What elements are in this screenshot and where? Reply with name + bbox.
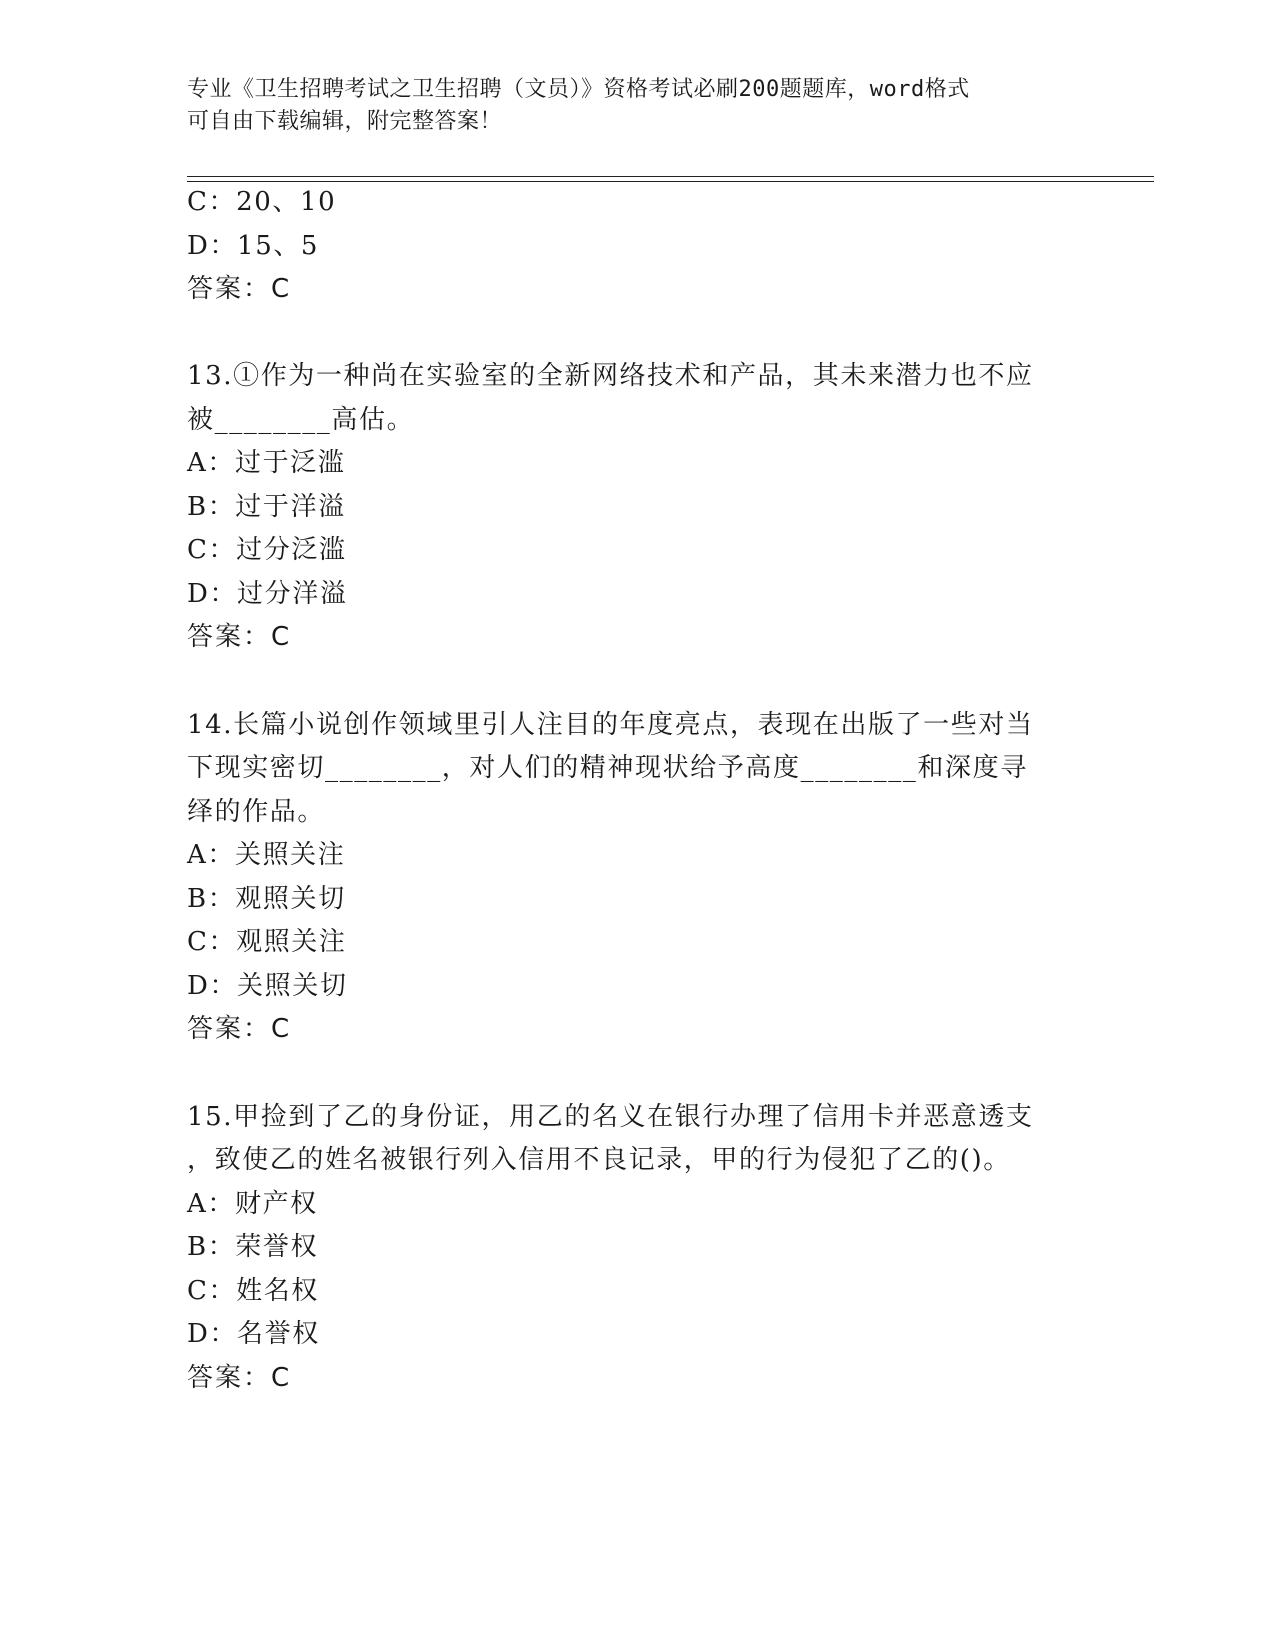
question-14-answer: 答案：C — [187, 1014, 292, 1044]
document-header — [187, 74, 1067, 138]
question-15-text-line-2: ，致使乙的姓名被银行列入信用不良记录，甲的行为侵犯了乙的()。 — [187, 1145, 1011, 1175]
question-15-option-b: B：荣誉权 — [187, 1232, 319, 1262]
question-15-option-c: C：姓名权 — [187, 1276, 319, 1306]
header-line-1: 专业《卫生招聘考试之卫生招聘（文员）》资格考试必刷200题题库，word格式 — [187, 77, 970, 102]
question-13-answer: 答案：C — [187, 622, 292, 652]
question-14-text-line-1: 14.长篇小说创作领域里引人注目的年度亮点，表现在出版了一些对当 — [187, 710, 1034, 740]
option-c: C：20、10 — [187, 187, 337, 217]
question-14-option-c: C：观照关注 — [187, 927, 347, 957]
question-14-option-a: A：关照关注 — [187, 840, 346, 870]
question-15-answer: 答案：C — [187, 1363, 292, 1393]
question-14-option-b: B：观照关切 — [187, 884, 346, 914]
question-14-text-line-3: 绎的作品。 — [187, 797, 326, 827]
question-13-option-a: A：过于泛滥 — [187, 448, 346, 478]
header-divider-bottom — [187, 181, 1154, 182]
header-divider-top — [187, 176, 1154, 177]
question-13-text-line-1: 13.①作为一种尚在实验室的全新网络技术和产品，其未来潜力也不应 — [187, 361, 1034, 391]
option-d: D：15、5 — [187, 231, 320, 261]
question-14-option-d: D：关照关切 — [187, 971, 348, 1001]
question-15-text-line-1: 15.甲捡到了乙的身份证，用乙的名义在银行办理了信用卡并恶意透支 — [187, 1102, 1034, 1132]
header-line-2: 可自由下载编辑，附完整答案！ — [187, 109, 503, 134]
question-15-option-a: A：财产权 — [187, 1189, 318, 1219]
question-14-text-line-2: 下现实密切________，对人们的精神现状给予高度________和深度寻 — [187, 753, 1028, 783]
question-13-option-b: B：过于洋溢 — [187, 492, 346, 522]
answer: 答案：C — [187, 274, 292, 304]
question-13-option-c: C：过分泛滥 — [187, 535, 347, 565]
question-13-text-line-2: 被________高估。 — [187, 405, 415, 435]
question-15-option-d: D：名誉权 — [187, 1319, 320, 1349]
question-13-option-d: D：过分洋溢 — [187, 579, 348, 609]
